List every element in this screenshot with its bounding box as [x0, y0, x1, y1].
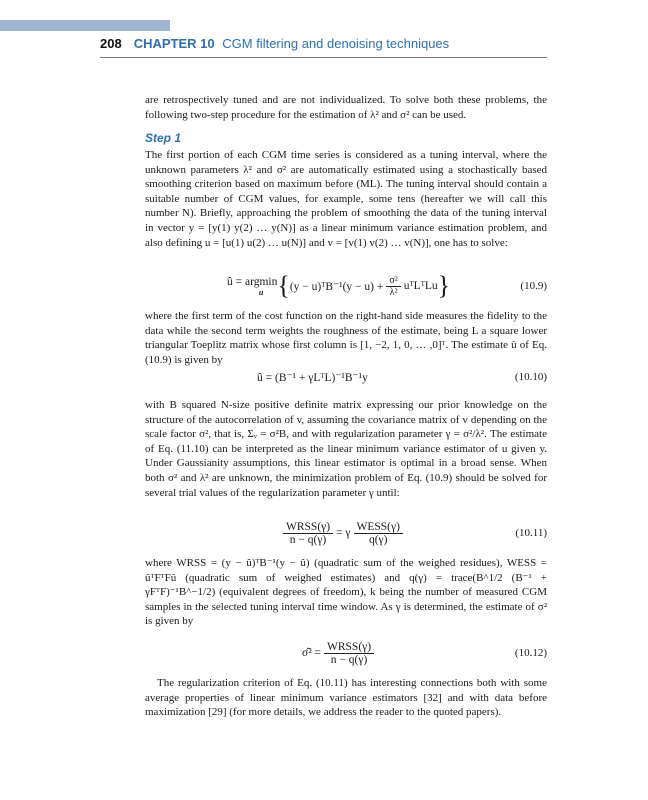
eq9-term1: (y − u)ᵀB⁻¹(y − u) + — [289, 281, 384, 293]
eq9-frac-num: σ² — [386, 275, 400, 287]
eq12-den: n − q(γ) — [330, 653, 368, 666]
running-header — [100, 36, 449, 51]
eq12-num: WRSS(γ) — [324, 641, 374, 654]
paragraph-after-10-11: where WRSS = (y − û)ᵀB⁻¹(y − û) (quadratic sum of the weighed residues), WESS = ûᵀFᵀFû (quadratic sum of weighed estimates) and q(γ) = trace(B^1/2 (B⁻¹ + γFᵀF)⁻¹B^−1/2) (equivalent degrees of freedom), k being the number of measured CGM samples in the selected tuning interval time window. As γ is determined, the estimate of σ² is given by — [145, 557, 547, 628]
eq9-term2: uᵀLᵀLu — [403, 280, 438, 292]
eq10-number: (10.10) — [514, 371, 547, 383]
eq9-lhs: û = argmin — [227, 275, 278, 288]
eq11-mid: = γ — [336, 527, 351, 539]
eq10-text: û = (B⁻¹ + γLᵀL)⁻¹B⁻¹y — [257, 372, 368, 384]
header-rule — [100, 57, 547, 58]
step-heading: Step 1 — [145, 131, 182, 145]
equation-10-9: û = argmin u { (y − u)ᵀB⁻¹(y − u) + $\frac{\text{σ²}}{\text{λ²}}$ uᵀLᵀLu } (10.9) — [227, 271, 547, 300]
chapter-title: CGM filtering and denoising techniques — [222, 36, 450, 51]
paragraph-step1: The first portion of each CGM time series is considered as a tuning interval, where the unknown parameters λ² and σ² are automatically estimated using a stochastically based smoothing criterion based on maximum before (ML). The tuning interval should contain a suitable number of CGM values, for example, some tens (hereafter we will call this number N). Briefly, approaching the problem of smoothing the data of the tuning interval in vector y = [y(1) y(2) … y(N)] as a linear minimum variance estimation problem, and also defining u = [u(1) u(2) … u(N)] and v = [v(1) v(2) … v(N)], one has to solve: — [145, 149, 547, 249]
intro-paragraph: are retrospectively tuned and are not individualized. To solve both these problems, the following two-step procedure for the estimation of λ² and σ² can be used. — [145, 94, 547, 121]
equation-10-12 — [145, 635, 547, 671]
eq12-number: (10.12) — [514, 647, 547, 659]
eq12-lhs: σ̂² = — [302, 647, 322, 659]
top-color-bar — [0, 20, 170, 31]
paragraph-after-10-10: with B squared N-size positive definite matrix expressing our prior knowledge on the structure of the autocorrelation of v, assuming the covariance matrix of v depending on the scale factor σ², that is, Σᵥ = σ²B, and with regularization parameter γ = σ²/λ². The estimate of Eq. (11.10) can be interpreted as the linear minimum variance estimator of u given y. Under Gaussianity assumptions, this linear estimator is optimal in a broad sense. When both σ² and λ² are unknown, the minimization problem of Eq. (10.9) should be solved for several trial values of the regularization parameter γ until: — [145, 399, 547, 499]
equation-10-10 — [145, 364, 547, 390]
eq11-left-den: n − q(γ) — [289, 533, 327, 546]
chapter-label: CHAPTER 10 — [133, 36, 215, 51]
eq9-frac-den: λ² — [389, 286, 398, 298]
page-number: 208 — [100, 36, 122, 51]
eq11-right-den: q(γ) — [368, 533, 388, 546]
eq11-right-num: WESS(γ) — [354, 521, 403, 534]
eq9-number: (10.9) — [520, 280, 547, 292]
eq9-under: u — [258, 287, 264, 297]
equation-10-11 — [145, 515, 547, 551]
closing-paragraph: The regularization criterion of Eq. (10.11) has interesting connections both with some average properties of linear minimum variance estimators [32] and with data before maximization [29] (for more details, we address the reader to the quoted papers). — [145, 677, 547, 719]
eq11-number: (10.11) — [515, 527, 547, 539]
paragraph-after-10-9: where the first term of the cost function on the right-hand side measures the fidelity to the data while the second term weights the roughness of the estimate, being L a square lower triangular Toeplitz matrix whose first column is [1, −2, 1, 0, … ,0]ᵀ. The estimate û of Eq. (10.9) is given by — [145, 310, 547, 366]
eq11-left-num: WRSS(γ) — [283, 521, 333, 534]
